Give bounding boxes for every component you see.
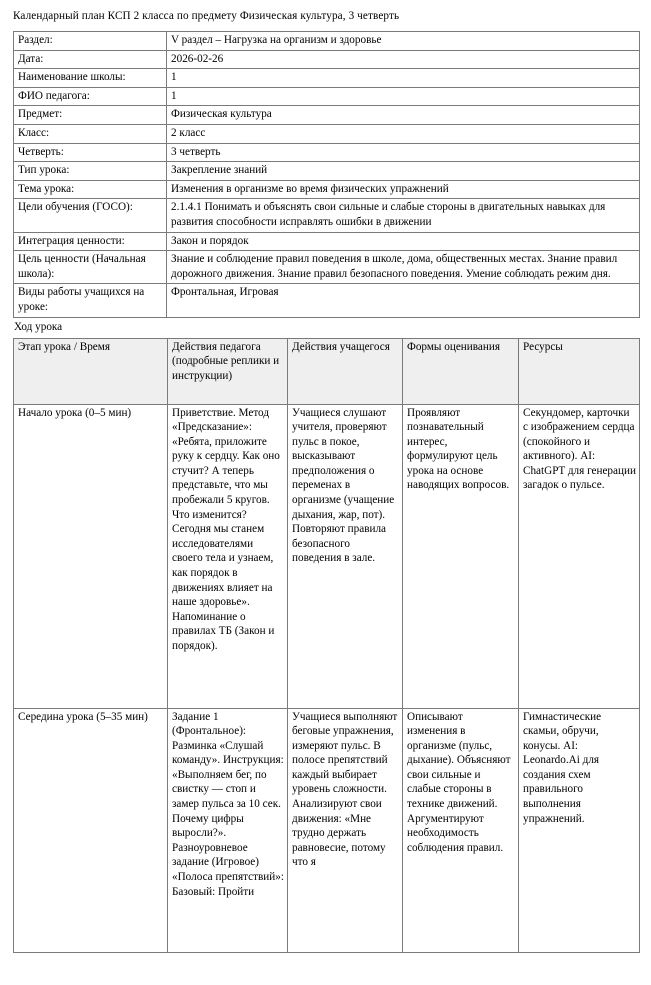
cell-resources: Гимнастические скамьи, обручи, конусы. AI: Leonardo.Ai для создания схем правильного выполнения упражнений.: [519, 708, 640, 952]
info-value: Знание и соблюдение правил поведения в школе, дома, общественных местах. Знание правил дорожного движения. Знание правил безопасного поведения. Умение соблюдать режим дня.: [167, 251, 640, 284]
info-value: 1: [167, 69, 640, 88]
cell-stage: Начало урока (0–5 мин): [14, 404, 168, 708]
column-header-resources: Ресурсы: [519, 338, 640, 404]
info-label: Наименование школы:: [14, 69, 167, 88]
info-value: Физическая культура: [167, 106, 640, 125]
info-label: Дата:: [14, 50, 167, 69]
table-row: [14, 404, 640, 708]
table-row: [14, 32, 640, 51]
table-row: [14, 284, 640, 317]
table-row: [14, 50, 640, 69]
table-row: [14, 708, 640, 952]
lesson-info-table: [13, 31, 640, 318]
column-header-student-actions: Действия учащегося: [288, 338, 403, 404]
info-value: 1: [167, 87, 640, 106]
cell-assessment: Описывают изменения в организме (пульс, дыхание). Объясняют свои сильные и слабые стороны в технике движений. Аргументируют необходимость соблюдения правил.: [403, 708, 519, 952]
info-value: 2.1.4.1 Понимать и объяснять свои сильные и слабые стороны в двигательных навыках для развития способности исправлять ошибки в движении: [167, 199, 640, 232]
info-value: Изменения в организме во время физических упражнений: [167, 180, 640, 199]
info-label: Раздел:: [14, 32, 167, 51]
table-row: [14, 143, 640, 162]
info-label: Класс:: [14, 124, 167, 143]
cell-teacher-actions: Задание 1 (Фронтальное): Разминка «Слушай команду». Инструкция: «Выполняем бег, по свистку — стоп и замер пульса за 10 сек. Почему цифры выросли?». Разноуровневое задание (Игровое) «Полоса препятствий»: Базовый: Пройти: [168, 708, 288, 952]
info-label: Цели обучения (ГОСО):: [14, 199, 167, 232]
table-header-row: [14, 338, 640, 404]
column-header-teacher-actions: Действия педагога (подробные реплики и инструкции): [168, 338, 288, 404]
table-row: [14, 124, 640, 143]
table-row: [14, 106, 640, 125]
cell-student-actions: Учащиеся выполняют беговые упражнения, измеряют пульс. В полосе препятствий каждый выбирает уровень сложности. Анализируют свои движения: «Мне трудно держать равновесие, потому что я: [288, 708, 403, 952]
info-value: Закрепление знаний: [167, 162, 640, 181]
info-value: Закон и порядок: [167, 232, 640, 251]
lesson-flow-body: [14, 404, 640, 952]
lesson-info-body: [14, 32, 640, 318]
info-value: 2026-02-26: [167, 50, 640, 69]
table-row: [14, 232, 640, 251]
table-row: [14, 162, 640, 181]
cell-student-actions: Учащиеся слушают учителя, проверяют пульс в покое, высказывают предположения о переменах в организме (учащение дыхания, жар, пот). Повторяют правила безопасного поведения в зале.: [288, 404, 403, 708]
lesson-flow-caption: Ход урока: [14, 320, 63, 333]
table-row: [14, 251, 640, 284]
info-label: Интеграция ценности:: [14, 232, 167, 251]
table-row: [14, 180, 640, 199]
page-title: Календарный план КСП 2 класса по предмету Физическая культура, 3 четверть: [13, 10, 400, 22]
info-value: 2 класс: [167, 124, 640, 143]
table-row: [14, 199, 640, 232]
cell-stage: Середина урока (5–35 мин): [14, 708, 168, 952]
info-label: Предмет:: [14, 106, 167, 125]
info-label: Тема урока:: [14, 180, 167, 199]
info-value: 3 четверть: [167, 143, 640, 162]
cell-teacher-actions: Приветствие. Метод «Предсказание»: «Ребята, приложите руку к сердцу. Как оно стучит? А теперь представьте, что мы пробежали 5 кругов. Что изменится? Сегодня мы станем исследователями своего тела и узнаем, как порядок в движениях влияет на наше здоровье». Напоминание о правилах ТБ (Закон и порядок).: [168, 404, 288, 708]
lesson-flow-table: [13, 338, 640, 953]
info-label: ФИО педагога:: [14, 87, 167, 106]
column-header-stage: Этап урока / Время: [14, 338, 168, 404]
column-header-assessment: Формы оценивания: [403, 338, 519, 404]
info-label: Четверть:: [14, 143, 167, 162]
info-label: Виды работы учащихся на уроке:: [14, 284, 167, 317]
info-label: Цель ценности (Начальная школа):: [14, 251, 167, 284]
lesson-flow-header: [14, 338, 640, 404]
table-row: [14, 69, 640, 88]
info-value: Фронтальная, Игровая: [167, 284, 640, 317]
cell-assessment: Проявляют познавательный интерес, формулируют цель урока на основе наводящих вопросов.: [403, 404, 519, 708]
info-value: V раздел – Нагрузка на организм и здоровье: [167, 32, 640, 51]
cell-resources: Секундомер, карточки с изображением сердца (спокойного и активного). AI: ChatGPT для генерации загадок о пульсе.: [519, 404, 640, 708]
info-label: Тип урока:: [14, 162, 167, 181]
table-row: [14, 87, 640, 106]
